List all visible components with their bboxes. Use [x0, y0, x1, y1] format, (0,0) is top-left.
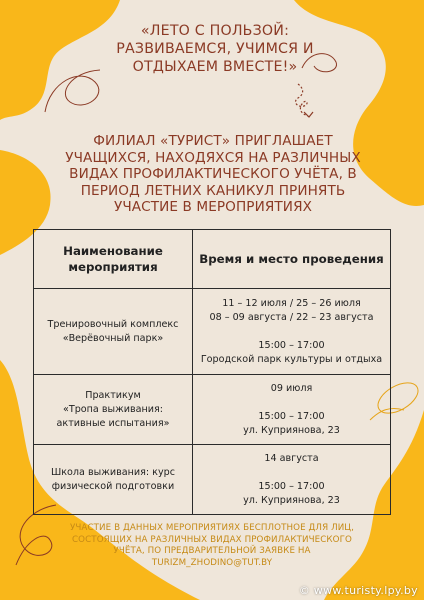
- event-time-place-cell: [193, 445, 391, 515]
- participation-note: [36, 523, 388, 569]
- dotted-arrow-icon: [284, 82, 324, 122]
- events-table: [33, 229, 391, 515]
- event-name-cell: [34, 445, 193, 515]
- event-time: 15:00 – 17:00: [258, 339, 325, 351]
- event-name-line: «Верёвочный парк»: [62, 332, 164, 344]
- event-name-line: Школа выживания: курс: [50, 466, 176, 478]
- event-name-cell: [34, 375, 193, 445]
- table-row: [34, 375, 391, 445]
- invitation-line4: ПЕРИОД ЛЕТНИХ КАНИКУЛ ПРИНЯТЬ: [80, 182, 346, 199]
- event-title-line2: РАЗВИВАЕМСЯ, УЧИМСЯ И: [116, 41, 314, 57]
- invitation-text: [38, 133, 388, 216]
- event-name-line: активные испытания»: [56, 417, 170, 429]
- participation-note-line1: УЧАСТИЕ В ДАННЫХ МЕРОПРИЯТИЯХ БЕСПЛОТНОЕ ДЛЯ ЛИЦ,: [69, 523, 355, 533]
- header-event-name: [34, 230, 193, 289]
- invitation-line5: УЧАСТИЕ В МЕРОПРИЯТИЯХ: [113, 199, 313, 216]
- event-dates: 08 – 09 августа / 22 – 23 августа: [209, 311, 374, 323]
- watermark: © www.turisty.lpy.by: [298, 584, 418, 597]
- event-name-line: Тренировочный комплекс: [47, 318, 179, 330]
- event-date: 09 июля: [270, 382, 313, 394]
- event-date: 14 августа: [264, 452, 319, 464]
- table-row: [34, 289, 391, 375]
- event-place: ул. Куприянова, 23: [243, 494, 340, 506]
- event-name-line: Практикум: [85, 389, 141, 401]
- invitation-line2: УЧАЩИХСЯ, НАХОДЯХСЯ НА РАЗЛИЧНЫХ: [65, 149, 361, 166]
- event-time-place-cell: [193, 375, 391, 445]
- invitation-line1: ФИЛИАЛ «ТУРИСТ» ПРИГЛАШАЕТ: [93, 133, 333, 149]
- event-title-line3: ОТДЫХАЕМ ВМЕСТЕ!»: [132, 59, 298, 75]
- event-title-line1: «ЛЕТО С ПОЛЬЗОЙ:: [140, 23, 290, 39]
- invitation-line3: ВИДАХ ПРОФИЛАКТИЧЕСКОГО УЧЁТА, В: [69, 166, 357, 183]
- table-row: [34, 445, 391, 515]
- header-time-place: Время и место проведения: [193, 230, 391, 289]
- event-name-line: физической подготовки: [51, 480, 175, 492]
- header-event-name-line1: Наименование: [63, 244, 163, 258]
- event-title: [100, 22, 330, 76]
- contact-email[interactable]: TURIZM_ZHODINO@TUT.BY: [151, 557, 273, 568]
- event-dates: 11 – 12 июля / 25 – 26 июля: [222, 297, 361, 309]
- header-event-name-line2: мероприятия: [68, 260, 158, 274]
- event-place: ул. Куприянова, 23: [243, 424, 340, 436]
- participation-note-line3: УЧЁТА, ПО ПРЕДВАРИТЕЛЬНОЙ ЗАЯВКЕ НА: [113, 546, 311, 557]
- event-time: 15:00 – 17:00: [258, 480, 325, 492]
- event-time-place-cell: [193, 289, 391, 375]
- participation-note-line2: СОСТОЯЩИХ НА РАЗЛИЧНЫХ ВИДАХ ПРОФИЛАКТИЧЕСКОГО: [72, 534, 352, 545]
- event-name-line: «Тропа выживания:: [62, 403, 164, 415]
- event-time: 15:00 – 17:00: [258, 410, 325, 422]
- table-header-row: [34, 230, 391, 289]
- event-place: Городской парк культуры и отдыха: [200, 353, 383, 365]
- event-name-cell: [34, 289, 193, 375]
